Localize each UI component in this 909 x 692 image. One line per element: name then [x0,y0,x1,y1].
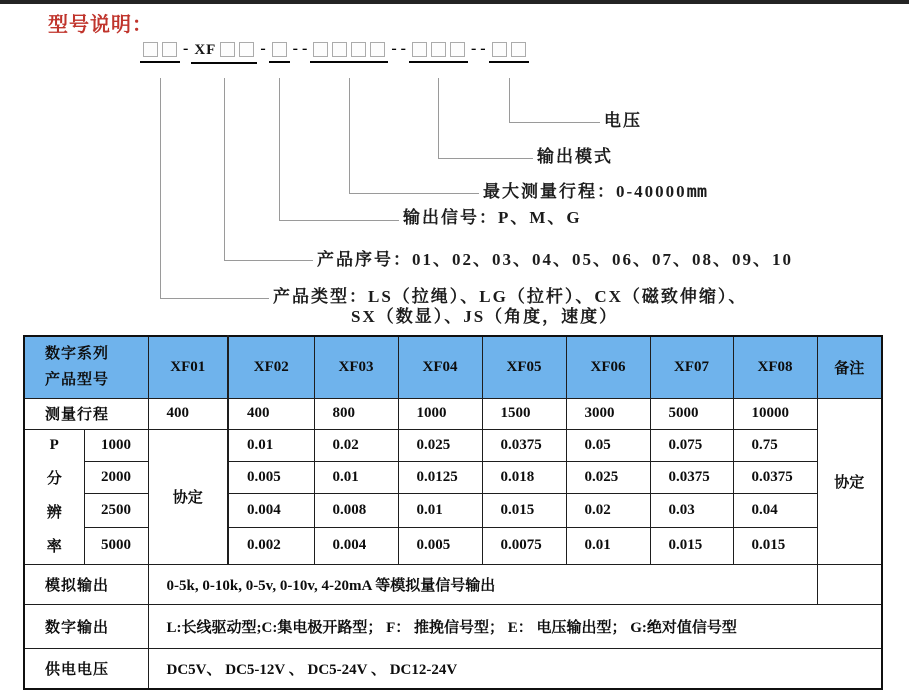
resolution-value: 0.015 [482,493,566,527]
model-code-pattern [140,42,529,64]
resolution-value: 0.025 [398,429,482,461]
resolution-key: 2000 [84,461,148,493]
bottom-row-label: 模拟输出 [24,564,148,604]
code-separator: - [260,40,266,57]
resolution-group-char: P [49,437,59,454]
range-value: 1000 [398,398,482,429]
resolution-key: 5000 [84,527,148,564]
header-model-xf07: XF07 [650,336,733,398]
resolution-value: 0.01 [566,527,650,564]
code-box [492,42,507,57]
voltage-label: 电压 [604,111,642,130]
leader-line-voltage [509,78,600,123]
code-separator: - - [470,40,486,57]
header-model-xf01: XF01 [148,336,228,398]
resolution-value: 0.05 [566,429,650,461]
table-structure [24,604,882,648]
remark-agreement: 协定 [817,398,882,564]
resolution-value: 0.0375 [733,461,817,493]
code-box [239,42,254,57]
code-box [332,42,347,57]
header-model-line: 产品型号 [45,372,110,389]
max-range-unit: mm [686,182,708,202]
range-value: 10000 [733,398,817,429]
code-segment [191,42,257,64]
resolution-value: 0.02 [566,493,650,527]
code-segment [310,42,388,63]
code-box [431,42,446,57]
max-range-label [483,182,707,202]
code-box [370,42,385,57]
product-type-line2: SX（数显）、JS（角度，速度） [351,307,619,326]
product-type-line1: 产品类型：LS（拉绳）、LG（拉杆）、CX（磁致伸缩）、 [273,287,748,306]
output-mode-label: 输出模式 [537,147,613,166]
range-value: 1500 [482,398,566,429]
spec-table [23,335,883,690]
code-box [511,42,526,57]
code-box [313,42,328,57]
product-serial-label: 产品序号：01、02、03、04、05、06、07、08、09、10 [317,250,793,269]
header-series-line: 数字系列 [45,346,110,363]
range-value: 400 [148,398,228,429]
resolution-value: 0.0375 [482,429,566,461]
header-model-xf04: XF04 [398,336,482,398]
bottom-row-value: DC5V、 DC5-12V 、 DC5-24V 、 DC12-24V [148,648,882,689]
resolution-value: 0.01 [398,493,482,527]
header-model-xf02: XF02 [228,336,314,398]
resolution-value: 0.015 [650,527,733,564]
code-separator: - [183,40,189,57]
resolution-value: 0.02 [314,429,398,461]
header-remark: 备注 [817,336,882,398]
resolution-value: 0.03 [650,493,733,527]
resolution-value: 0.04 [733,493,817,527]
resolution-group-char: 辨 [46,504,62,521]
resolution-value: 0.075 [650,429,733,461]
resolution-value: 0.01 [314,461,398,493]
header-model-xf05: XF05 [482,336,566,398]
range-value: 800 [314,398,398,429]
bottom-row-label: 数字输出 [24,604,148,648]
range-row-label: 测量行程 [24,398,148,429]
code-box [351,42,366,57]
code-box [450,42,465,57]
resolution-value: 0.0125 [398,461,482,493]
bottom-row-value: L:长线驱动型;C:集电极开路型； F： 推挽信号型； E： 电压输出型； G:绝对值信号型 [148,604,882,648]
resolution-value: 0.0075 [482,527,566,564]
code-separator: - - [292,40,308,57]
bottom-row-label: 供电电压 [24,648,148,689]
resolution-group-char: 分 [46,471,62,488]
resolution-value: 0.0375 [650,461,733,493]
product-type-label [273,287,747,327]
max-range-text: 最大测量行程：0-40000 [483,182,687,201]
table-structure [24,648,882,689]
code-segment [409,42,468,63]
resolution-key: 1000 [84,429,148,461]
resolution-value: 0.018 [482,461,566,493]
code-box [162,42,177,57]
header-series-model [24,336,148,398]
resolution-value: 0.008 [314,493,398,527]
table-structure [24,564,882,604]
resolution-key: 2500 [84,493,148,527]
resolution-group-label [24,429,84,564]
resolution-value: 0.025 [566,461,650,493]
resolution-value: 0.75 [733,429,817,461]
range-value: 400 [228,398,314,429]
code-prefix: XF [194,42,217,58]
code-box [272,42,287,57]
resolution-value: 0.002 [228,527,314,564]
bottom-row-value: 0-5k, 0-10k, 0-5v, 0-10v, 4-20mA 等模拟量信号输出 [148,564,817,604]
page-title: 型号说明： [48,14,153,36]
resolution-value: 0.004 [228,493,314,527]
code-box [220,42,235,57]
table-structure [24,336,882,689]
table-structure [24,336,882,398]
header-model-xf06: XF06 [566,336,650,398]
code-separator: - - [391,40,406,57]
range-value: 5000 [650,398,733,429]
code-box [143,42,158,57]
output-signal-label: 输出信号：P、M、G [403,208,582,227]
range-value: 3000 [566,398,650,429]
top-edge-bar [0,0,909,4]
resolution-value: 0.01 [228,429,314,461]
resolution-value: 0.004 [314,527,398,564]
code-segment [489,42,529,63]
table-structure [24,398,882,429]
header-model-xf03: XF03 [314,336,398,398]
xf01-agreement: 协定 [148,429,228,564]
header-model-xf08: XF08 [733,336,817,398]
resolution-value: 0.005 [228,461,314,493]
table-structure [24,429,882,461]
resolution-group-char: 率 [46,538,62,555]
remark-empty [817,564,882,604]
resolution-value: 0.015 [733,527,817,564]
code-segment [140,42,180,63]
code-box [412,42,427,57]
resolution-value: 0.005 [398,527,482,564]
table-structure [25,431,84,562]
code-segment [269,42,290,63]
